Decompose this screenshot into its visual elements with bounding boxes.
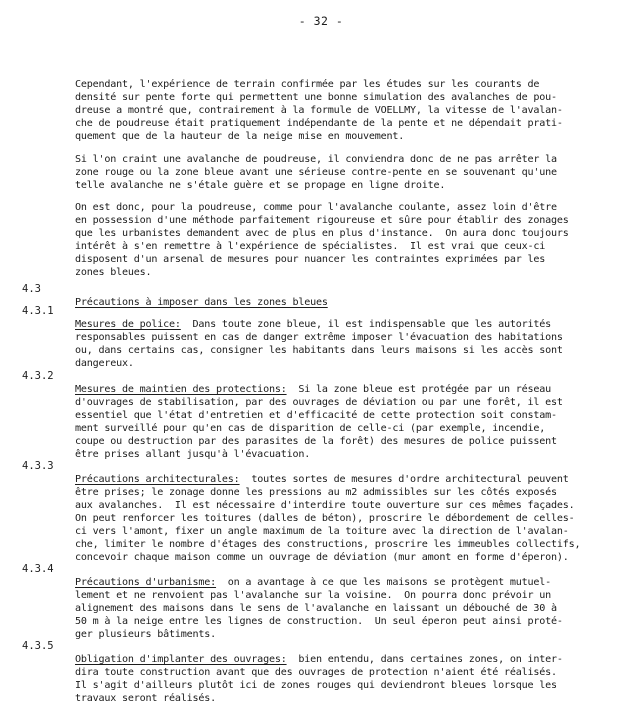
text-line: bien entendu, dans certaines zones, on inter- [286,654,563,665]
text-line: telle avalanche ne s'étale guère et se propage en ligne droite. [75,180,446,191]
item-title: Obligation d'implanter des ouvrages: [75,654,287,665]
text-line: ment surveillé pour qu'en cas de disparition de celle-ci (par exemple, incendie, [75,423,546,434]
item-title: Mesures de police: [75,319,181,330]
text-line: ou, dans certains cas, consigner les habitants dans leurs maisons si les accès sont [75,345,563,356]
text-line: être prises; le zonage donne les pressions au m2 admissibles sur les côtés exposés [75,487,557,498]
text-line: che de poudreuse était pratiquement indépendante de la pente et ne dépendait prati- [75,118,563,129]
item-title: Précautions architecturales: [75,474,240,485]
text-line: responsables puissent en cas de danger extrême imposer l'évacuation des habitations [75,332,563,343]
text-line: Il s'agit d'ailleurs plutôt ici de zones rouges qui deviendront bleues lorsque les [75,680,557,691]
text-line: Si la zone bleue est protégée par un réseau [286,384,552,395]
item-4-3-5 [75,640,563,718]
text-line: lement et ne renvoient pas l'avalanche sur la voisine. On pourra donc prévoir un [75,590,552,601]
text-line: dangereux. [75,358,134,369]
text-line: coupe ou destruction par des parasites de la forêt) des mesures de police puissent [75,436,557,447]
text-line: alignement des maisons dans le sens de l'avalanche en laissant un débouché de 30 à [75,603,557,614]
item-title: Mesures de maintien des protections: [75,384,287,395]
text-line: ger plusieurs bâtiments. [75,629,217,640]
section-title: Précautions à imposer dans les zones bleues [75,297,328,308]
text-line: être prises allant jusqu'à l'évacuation. [75,449,311,460]
text-line: zone rouge ou la zone bleue avant une sérieuse contre-pente en se souvenant qu'une [75,167,557,178]
text-line: Si l'on craint une avalanche de poudreuse, il conviendra donc de ne pas arrêter la [75,154,557,165]
section-number: 4.3 [22,283,41,295]
text-line: disposent d'un arsenal de mesures pour nuancer les contraintes exprimées par les [75,254,546,265]
text-line: concevoir chaque maison comme un ouvrage de déviation (mur amont en forme d'éperon). [75,552,569,563]
text-line: zones bleues. [75,267,152,278]
item-title: Précautions d'urbanisme: [75,577,217,588]
item-number-4-3-1: 4.3.1 [22,305,54,317]
item-number-4-3-2: 4.3.2 [22,370,54,382]
item-number-4-3-3: 4.3.3 [22,460,54,472]
text-line: densité sur pente forte qui permettent une bonne simulation des avalanches de pou- [75,92,557,103]
item-number-4-3-5: 4.3.5 [22,640,54,652]
text-line: essentiel que l'état d'entretien et d'efficacité de cette protection soit constam- [75,410,557,421]
text-line: dreuse a montré que, contrairement à la formule de VOELLMY, la vitesse de l'avalan- [75,105,563,116]
text-line: On est donc, pour la poudreuse, comme pour l'avalanche coulante, assez loin d'être [75,202,557,213]
text-line: On peut renforcer les toitures (dalles de béton), proscrire le débordement de celles- [75,513,575,524]
text-line: intérêt à s'en remettre à l'expérience de spécialistes. Il est vrai que ceux-ci [75,241,546,252]
text-line: d'ouvrages de stabilisation, par des ouvrages de déviation ou par une forêt, il est [75,397,563,408]
text-line: en possession d'une méthode parfaitement rigoureuse et sûre pour établir des zonages [75,215,569,226]
text-line: 50 m à la neige entre les lignes de construction. Un seul éperon peut ainsi proté- [75,616,563,627]
item-number-4-3-4: 4.3.4 [22,563,54,575]
item-4-3-3 [75,460,580,577]
text-line: Cependant, l'expérience de terrain confirmée par les études sur les courants de [75,79,540,90]
text-line: Dans toute zone bleue, il est indispensable que les autorités [180,319,552,330]
text-line: toutes sortes de mesures d'ordre architectural peuvent [239,474,569,485]
text-line: dira toute construction avant que des ouvrages de protection n'aient été réalisés. [75,667,557,678]
item-4-3-2 [75,370,563,474]
text-line: che, limiter le nombre d'étages des constructions, proscrire les immeubles collectifs, [75,539,581,550]
text-line: ci vers l'amont, fixer un angle maximum de la toiture avec la direction de l'avalan- [75,526,569,537]
text-line: que les urbanistes demandent avec de plus en plus d'instance. On aura donc toujours [75,228,569,239]
text-line: quement que de la hauteur de la neige mise en mouvement. [75,131,405,142]
text-line: travaux seront réalisés. [75,693,217,704]
text-line: on a avantage à ce que les maisons se protègent mutuel- [216,577,552,588]
text-line: aux avalanches. Il est nécessaire d'interdire toute ouverture sur ces mêmes façades. [75,500,575,511]
paragraph-3 [75,188,569,292]
page-number: - 32 - [298,14,344,28]
